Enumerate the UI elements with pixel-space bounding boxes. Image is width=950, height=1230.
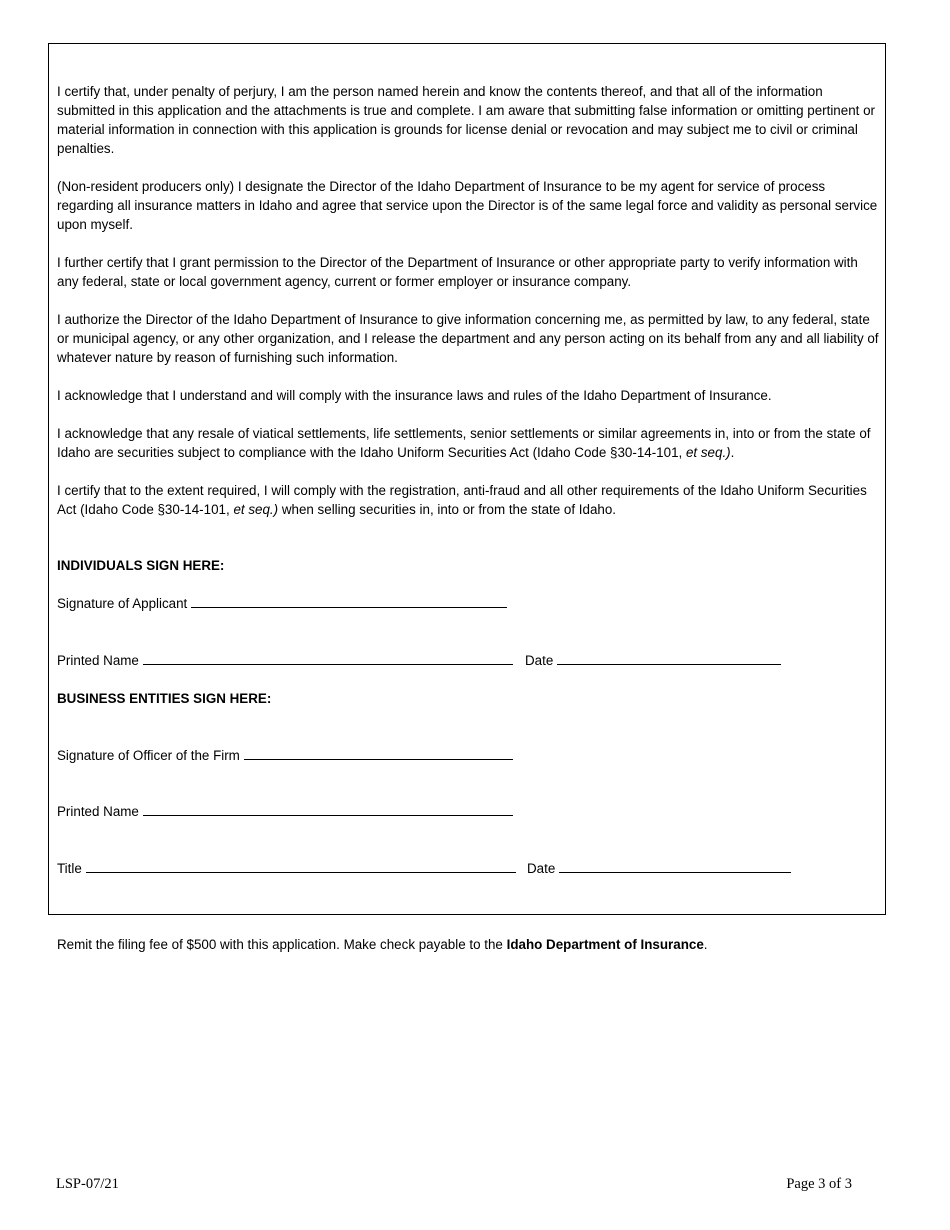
page-number: Page 3 of 3 [786,1176,852,1192]
business-title-line[interactable] [57,859,516,878]
individual-date-label: Date [525,653,554,668]
business-title-label: Title [57,861,82,876]
individual-date-line[interactable] [525,651,781,670]
certification-box [48,43,886,915]
individuals-heading: INDIVIDUALS SIGN HERE: [57,558,225,573]
officer-signature-line[interactable] [57,746,513,765]
business-date-field[interactable] [559,859,791,873]
individual-printed-name-line[interactable] [57,651,513,670]
permission-paragraph: I further certify that I grant permission to the Director of the Department of Insurance or other appropriate party to verify information with any federal, state or local government agency, current or former employer or insurance company. [57,255,858,289]
business-date-line[interactable] [527,859,791,878]
service-of-process-paragraph: (Non-resident producers only) I designate the Director of the Idaho Department of Insurance to be my agent for service of process regarding all insurance matters in Idaho and agree that service upon the Director is of the same legal force and validity as personal service upon myself. [57,179,878,232]
applicant-signature-field[interactable] [191,594,507,608]
individual-date-field[interactable] [557,651,781,665]
business-printed-name-line[interactable] [57,802,513,821]
payee-name: Idaho Department of Insurance [506,937,704,952]
business-printed-name-field[interactable] [143,802,513,816]
individual-printed-name-field[interactable] [143,651,513,665]
business-printed-name-label: Printed Name [57,804,139,819]
business-heading: BUSINESS ENTITIES SIGN HERE: [57,691,272,706]
individual-printed-name-label: Printed Name [57,653,139,668]
authorization-paragraph: I authorize the Director of the Idaho Department of Insurance to give information concerning me, as permitted by law, to any federal, state or municipal agency, or any other organization, and I release the department and any person acting on its behalf from any and all liability of whatever nature by reason of furnishing such information. [57,312,879,365]
securities-paragraph: I certify that to the extent required, I will comply with the registration, anti-fraud and all other requirements of the Idaho Uniform Securities Act (Idaho Code §30-14-101, et seq.) when selling securities in, into or from the state of Idaho. [57,483,867,517]
remit-instructions: Remit the filing fee of $500 with this application. Make check payable to the Idaho Department of Insurance. [57,937,708,952]
certification-paragraph: I certify that, under penalty of perjury, I am the person named herein and know the contents thereof, and that all of the information submitted in this application and the attachments is true and complete. I am aware that submitting false information or omitting pertinent or material information in connection with this application is grounds for license denial or revocation and may subject me to civil or criminal penalties. [57,84,875,156]
compliance-paragraph: I acknowledge that I understand and will comply with the insurance laws and rules of the Idaho Department of Insurance. [57,388,772,403]
form-code: LSP-07/21 [56,1176,119,1192]
business-date-label: Date [527,861,556,876]
business-title-field[interactable] [86,859,516,873]
applicant-signature-line[interactable] [57,594,507,613]
applicant-signature-label: Signature of Applicant [57,596,188,611]
officer-signature-label: Signature of Officer of the Firm [57,748,240,763]
viatical-paragraph: I acknowledge that any resale of viatical settlements, life settlements, senior settlements or similar agreements in, into or from the state of Idaho are securities subject to compliance with the Idaho Uniform Securities Act (Idaho Code §30-14-101, et seq.). [57,426,871,460]
officer-signature-field[interactable] [244,746,513,760]
